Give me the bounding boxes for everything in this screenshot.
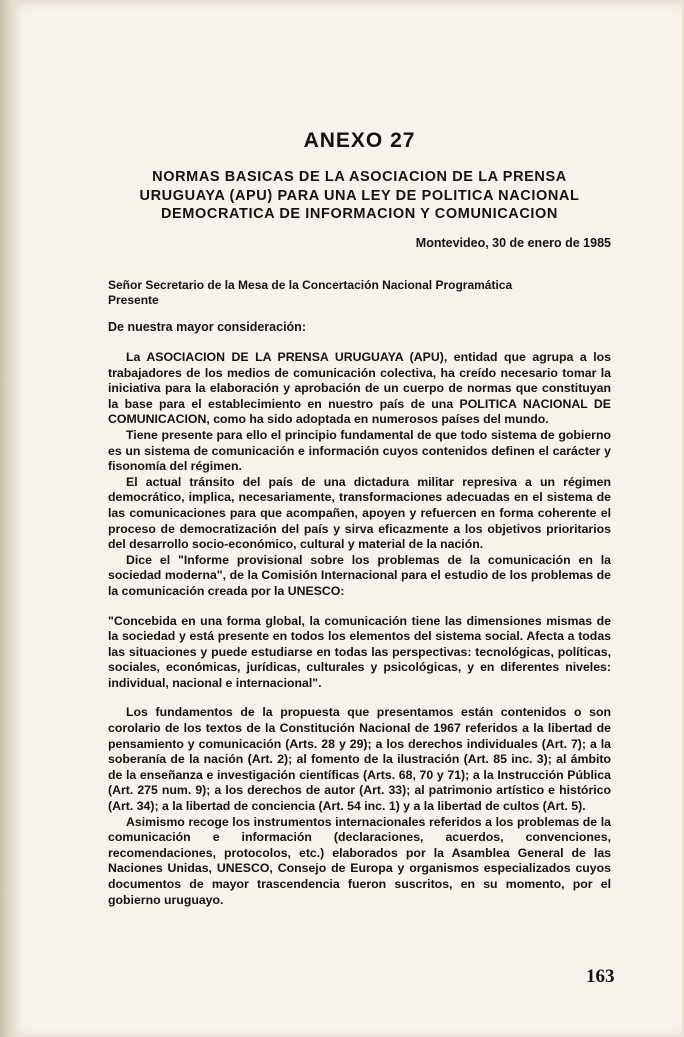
title-line: DEMOCRATICA DE INFORMACION Y COMUNICACION <box>160 206 559 222</box>
salutation: De nuestra mayor consideración: <box>108 320 306 334</box>
addressee-block <box>108 278 611 308</box>
title-line: URUGUAYA (APU) PARA UNA LEY DE POLITICA NACIONAL <box>139 187 580 204</box>
document-title <box>108 168 611 224</box>
date-line: Montevideo, 30 de enero de 1985 <box>415 236 611 250</box>
body-paragraph: Asimismo recoge los instrumentos internacionales referidos a los problemas de la comunicación e información (declaraciones, acuerdos, convenciones, recomendaciones, protocolos, etc.) elaborados por la Asamblea General de las Naciones Unidas, UNESCO, Consejo de Europa y organismos especializados cuyos documentos de mayor trascendencia fueron suscritos, en su momento, por el gobierno uruguayo. <box>108 814 611 907</box>
unesco-quote: "Concebida en una forma global, la comunicación tiene las dimensiones mismas de la sociedad y está presente en todos los elementos del sistema social. Afecta a todas las situaciones y puede estudiarse en todas las perspectivas: tecnológicas, políticas, sociales, económicas, jurídicas, culturales y psicológicas, y en diferentes niveles: individual, nacional e internacional". <box>108 613 611 690</box>
title-line: NORMAS BASICAS DE LA ASOCIACION DE LA PRENSA <box>152 169 567 185</box>
letter-body <box>108 350 611 908</box>
body-paragraph: La ASOCIACION DE LA PRENSA URUGUAYA (APU), entidad que agrupa a los trabajadores de los medios de comunicación colectiva, ha creído necesario tomar la iniciativa para la elaboración y aprobación de un cuerpo de normas que constituyan la base para el establecimiento en nuestro país de una POLITICA NACIONAL DE COMUNICACION, como ha sido adoptada en numerosos países del mundo. <box>108 350 611 427</box>
body-paragraph: Los fundamentos de la propuesta que presentamos están contenidos o son corolario de los textos de la Constitución Nacional de 1967 referidos a la libertad de pensamiento y comunicación (Arts. 28 y 29); a los derechos individuales (Art. 7); a la soberanía de la nación (Art. 2); al fomento de la ilustración (Art. 85 inc. 3); al ámbito de la enseñanza e investigación científicas (Arts. 68, 70 y 71); a la Instrucción Pública (Art. 275 num. 9); a los derechos de autor (Art. 33); al patrimonio artístico e histórico (Art. 34); a la libertad de conciencia (Art. 54 inc. 1) y a la libertad de cultos (Art. 5). <box>108 705 611 814</box>
addressee-line: Presente <box>108 293 159 307</box>
annex-heading: ANEXO 27 <box>303 129 416 152</box>
page-number: 163 <box>586 966 615 987</box>
body-paragraph: Tiene presente para ello el principio fundamental de que todo sistema de gobierno es un sistema de comunicación e información cuyos contenidos definen el carácter y fisonomía del régimen. <box>108 427 611 474</box>
body-paragraph: Dice el "Informe provisional sobre los problemas de la comunicación en la sociedad moderna", de la Comisión Internacional para el estudio de los problemas de la comunicación creada por la UNESCO: <box>108 552 611 598</box>
addressee-line: Señor Secretario de la Mesa de la Concertación Nacional Programática <box>108 278 513 292</box>
body-paragraph: El actual tránsito del país de una dictadura militar represiva a un régimen democrático, implica, necesariamente, transformaciones adecuadas en el sistema de las comunicaciones para que acompañen, apoyen y refuercen en forma coherente el proceso de democratización del país y sirva eficazmente a los objetivos prioritarios del desarrollo socio-económico, cultural y material de la nación. <box>108 474 611 552</box>
